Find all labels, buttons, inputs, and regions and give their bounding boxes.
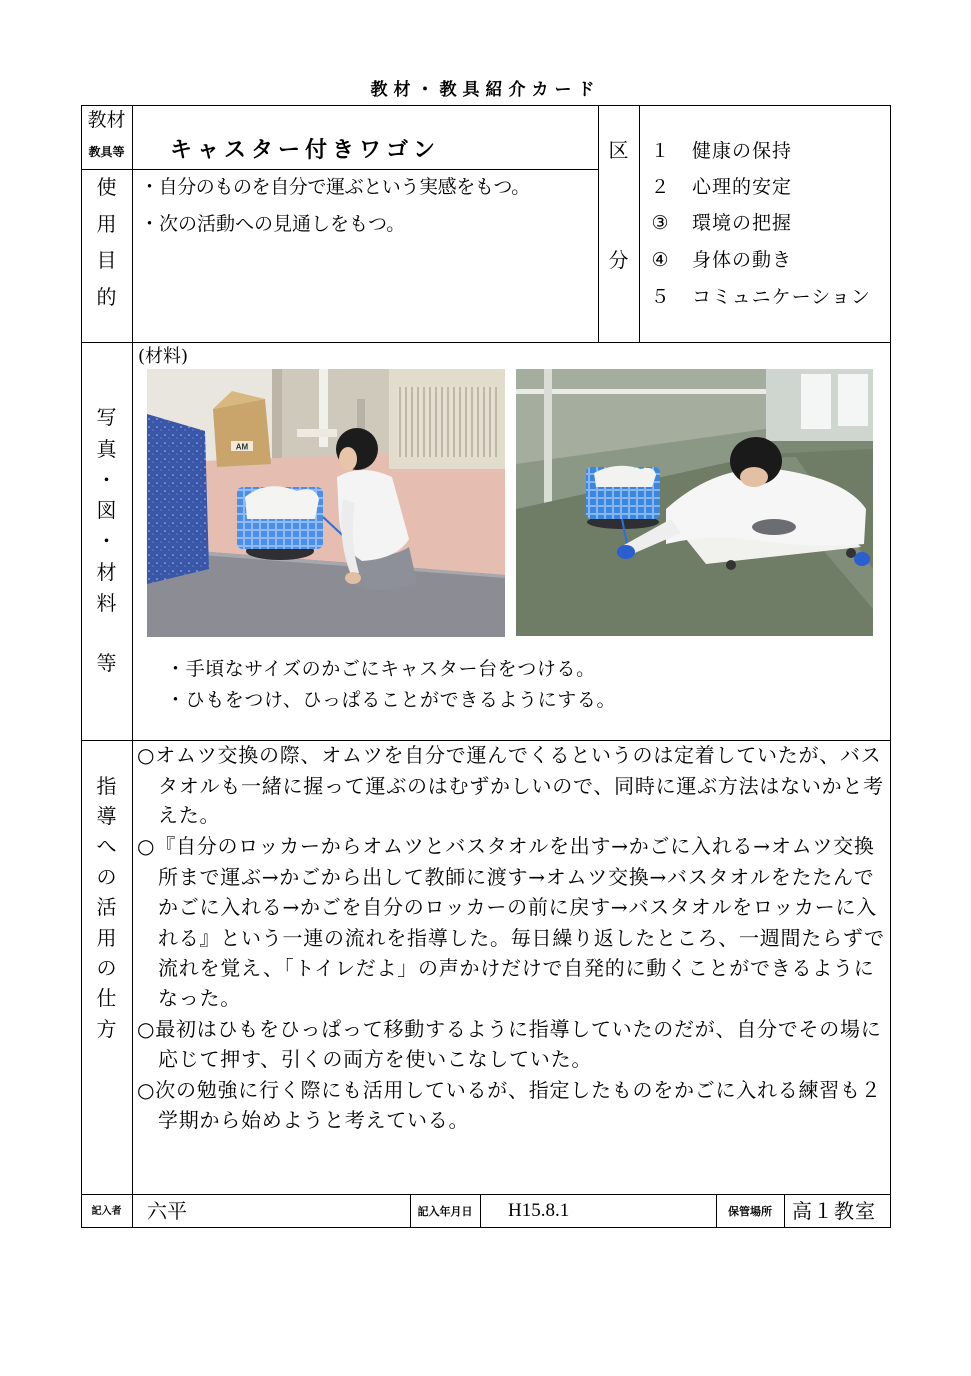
- photo-label-char: 写: [96, 405, 117, 429]
- towel: [594, 466, 656, 487]
- child-hand: [345, 572, 361, 584]
- author-value: 六平: [147, 1199, 187, 1223]
- usage-label-char: の: [96, 956, 117, 980]
- wall-corner: [272, 369, 282, 469]
- material-label-2: 教具等: [88, 145, 125, 159]
- pipe-horizontal: [297, 429, 337, 437]
- purpose-label-char: 使: [96, 175, 117, 199]
- usage-label-char: 活: [96, 895, 117, 919]
- category-mark-circled: ③: [651, 212, 669, 234]
- category-mark-circled: ④: [651, 249, 669, 271]
- category-text: コミュニケーション: [692, 286, 871, 308]
- purpose-label-char: 的: [96, 285, 117, 309]
- photo-label-char: 真: [96, 437, 117, 461]
- window: [801, 374, 831, 429]
- usage-line: 応じて押す、引くの両方を使いこなしていた。: [158, 1047, 593, 1071]
- usage-line: 流れを覚え、「トイレだよ」の声かけだけで自発的に動くことができるように: [158, 956, 875, 980]
- blue-mat: [147, 414, 209, 584]
- category-text: 環境の把握: [692, 212, 793, 234]
- purpose-label-char: 用: [96, 212, 117, 236]
- box-print: AM: [235, 442, 249, 452]
- photo-label-char: 図: [96, 498, 117, 522]
- usage-label-char: 用: [96, 926, 117, 950]
- usage-line: れる』という一連の流れを指導した。毎日繰り返したところ、一週間たらずで: [158, 926, 885, 950]
- board-wheel: [726, 560, 736, 570]
- usage-line: なった。: [158, 986, 241, 1010]
- usage-label-char: 導: [96, 804, 117, 828]
- category-label-char: 区: [608, 138, 629, 162]
- photo-label-char: 等: [96, 651, 117, 675]
- category-mark: １: [650, 140, 670, 162]
- category-text: 身体の動き: [692, 249, 793, 271]
- storage-label: 保管場所: [728, 1205, 772, 1218]
- photo-note: ・ひもをつけ、ひっぱることができるようにする。: [166, 689, 617, 711]
- rule-row-purpose-bottom: [81, 342, 891, 343]
- photo-label-char: ・: [96, 468, 117, 492]
- photo-child-on-scooter-board: [516, 369, 873, 636]
- hand-rail: [516, 389, 766, 394]
- radiator-vents: [397, 387, 497, 457]
- photo-child-with-basket: [147, 369, 505, 637]
- usage-line: ○オムツ交換の際、オムツを自分で運んでくるというのは定着していたが、バス: [137, 743, 882, 767]
- pole: [544, 369, 552, 519]
- board-wheel: [846, 548, 856, 558]
- child-foot: [752, 519, 796, 535]
- photo-note: ・手頃なサイズのかごにキャスター台をつける。: [166, 658, 596, 680]
- photo-right-drawing: [516, 369, 873, 636]
- usage-label-char: 仕: [96, 986, 117, 1010]
- child-face: [740, 467, 768, 487]
- rule-footer-2: [480, 1194, 481, 1228]
- category-mark: ５: [650, 286, 670, 308]
- usage-label-char: の: [96, 865, 117, 889]
- usage-line: タオルも一緒に握って運ぶのはむずかしいので、同時に運ぶ方法はないかと考: [158, 774, 884, 798]
- category-mark: ２: [650, 176, 670, 198]
- purpose-item: ・自分のものを自分で運ぶという実感をもつ。: [140, 176, 530, 198]
- window: [838, 374, 868, 426]
- rule-footer-4: [784, 1194, 785, 1228]
- usage-line: ○次の勉強に行く際にも活用しているが、指定したものをかごに入れる練習も２: [137, 1078, 882, 1102]
- usage-line: 所まで運ぶ→かごから出して教師に渡す→オムツ交換→バスタオルをたたんで: [158, 865, 875, 889]
- usage-label-char: 方: [96, 1017, 117, 1041]
- child-face: [339, 447, 357, 471]
- usage-line: ○『自分のロッカーからオムツとバスタオルを出す→かごに入れる→オムツ交換: [137, 834, 875, 858]
- usage-line: ○最初はひもをひっぱって移動するように指導していたのだが、自分でその場に: [137, 1017, 882, 1041]
- usage-line: かごに入れる→かごを自分のロッカーの前に戻す→バスタオルをロッカーに入: [158, 895, 877, 919]
- material-label-1: 教材: [87, 109, 126, 131]
- photo-label-char: ・: [96, 529, 117, 553]
- purpose-item: ・次の活動への見通しをもつ。: [140, 213, 406, 235]
- usage-line: えた。: [158, 803, 221, 827]
- author-label: 記入者: [91, 1206, 122, 1217]
- photo-label-char: 料: [96, 591, 117, 615]
- photo-caption: (材料): [138, 346, 189, 367]
- rule-row-usage-bottom: [81, 1194, 891, 1195]
- date-label: 記入年月日: [417, 1205, 473, 1218]
- category-text: 心理的安定: [692, 176, 793, 198]
- material-name: キャスター付きワゴン: [170, 138, 441, 163]
- usage-label-char: 指: [96, 774, 117, 798]
- usage-label-char: へ: [96, 834, 117, 858]
- cardboard-box: [213, 399, 271, 467]
- towel: [245, 486, 319, 519]
- photo-label-char: 材: [96, 560, 117, 584]
- purpose-label-char: 目: [96, 248, 117, 272]
- category-text: 健康の保持: [692, 140, 793, 162]
- date-value: H15.8.1: [508, 1200, 570, 1221]
- category-label-char: 分: [608, 248, 629, 272]
- rule-kubun-right: [639, 105, 640, 342]
- child-glove: [854, 552, 870, 566]
- photo-left-drawing: [147, 369, 505, 637]
- child-glove: [617, 545, 635, 559]
- usage-line: 学期から始めようと考えている。: [158, 1108, 470, 1132]
- rule-name-bottom: [81, 169, 598, 170]
- storage-value: 高１教室: [792, 1199, 876, 1223]
- usage-content: [133, 741, 890, 1193]
- page-title: 教材・教具紹介カード: [370, 80, 601, 100]
